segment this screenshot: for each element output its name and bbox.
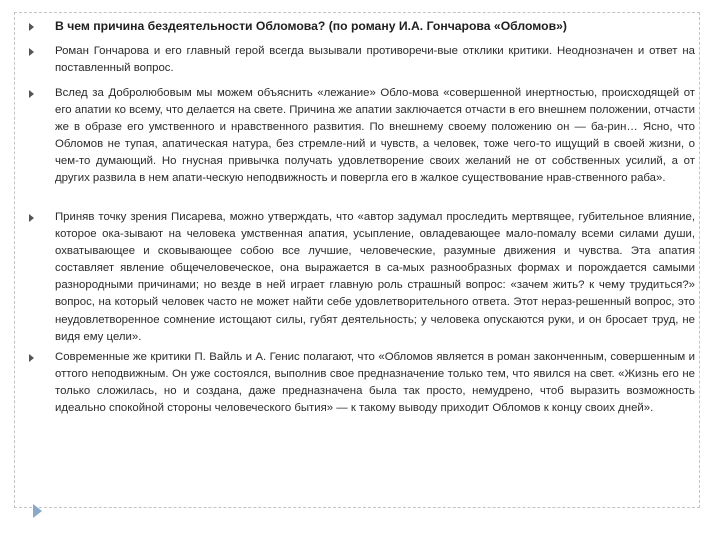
triangle-bullet-icon: [29, 23, 34, 31]
paragraph-pisarev: Приняв точку зрения Писарева, можно утверждать, что «автор задумал проследить мертвящее, губительное влияние, которое ока-зывают на человека умственная апатия, усыпление, овладевающее мало-помалу всеми силами души, охватывающее и сковывающее собою все лучшие, человеческие, разумные движения и чувства. Эта апатия составляет явление общечеловеческое, она выражается в са-мых разнообразных формах и порождается самыми разнородными причинами; но везде в ней играет главную роль страшный вопрос: «зачем жить? к чему трудиться?» вопрос, на который человек часто не может найти себе удовлетворительного ответа. Этот нераз-решенный вопрос, это неудовлетворенное сомнение истощают силы, губят деятельность; у человека опускаются руки, и он бросает труд, не видя ему цели».: [55, 211, 695, 343]
list-item: [15, 17, 699, 41]
list-item: [15, 349, 699, 445]
list-item: [15, 43, 699, 81]
list-item: [15, 209, 699, 353]
triangle-bullet-icon: [29, 48, 34, 56]
triangle-bullet-icon: [29, 214, 34, 222]
slide-title: В чем причина бездеятельности Обломова? (по роману И.А. Гончарова «Обломов»): [55, 19, 567, 33]
content-box: [14, 12, 700, 508]
next-slide-arrow-icon[interactable]: [33, 504, 42, 518]
triangle-bullet-icon: [29, 354, 34, 362]
list-item: [15, 85, 699, 213]
paragraph-intro: Роман Гончарова и его главный герой всегда вызывали противоречи-вые отклики критики. Неоднозначен и ответ на поставленный вопрос.: [55, 45, 695, 75]
paragraph-vail-genis: Современные же критики П. Вайль и А. Генис полагают, что «Обломов является в роман законченным, совершенным и оттого неподвижным. Он уже состоялся, выполнив свое предназначение только тем, что явился на свет. «Жизнь его не только сложилась, но и создана, даже предназначена была так просто, немудрено, чтоб выразить возможность идеально спокойной стороны человеческого бытия» — к такому выводу приходит Обломов к концу своих дней».: [55, 351, 695, 415]
paragraph-dobrolyubov: Вслед за Добролюбовым мы можем объяснить «лежание» Обло-мова «совершенной инертностью, происходящей от его апатии ко всему, что делается на свете. Причина же апатии заключается отчасти в его внешнем положении, отчасти же в образе его умственного и нравственного развития. По внешнему своему положению он — ба-рин… Ясно, что Обломов не тупая, апатическая натура, без стремле-ний и чувств, а человек, тоже чего-то ищущий в своей жизни, о чем-то думающий. Но гнусная привычка получать удовлетворение своих желаний не от собственных усилий, а от других развила в нем апати-ческую неподвижность и повергла его в жалкое существование нрав-ственного раба».: [55, 87, 695, 185]
triangle-bullet-icon: [29, 90, 34, 98]
